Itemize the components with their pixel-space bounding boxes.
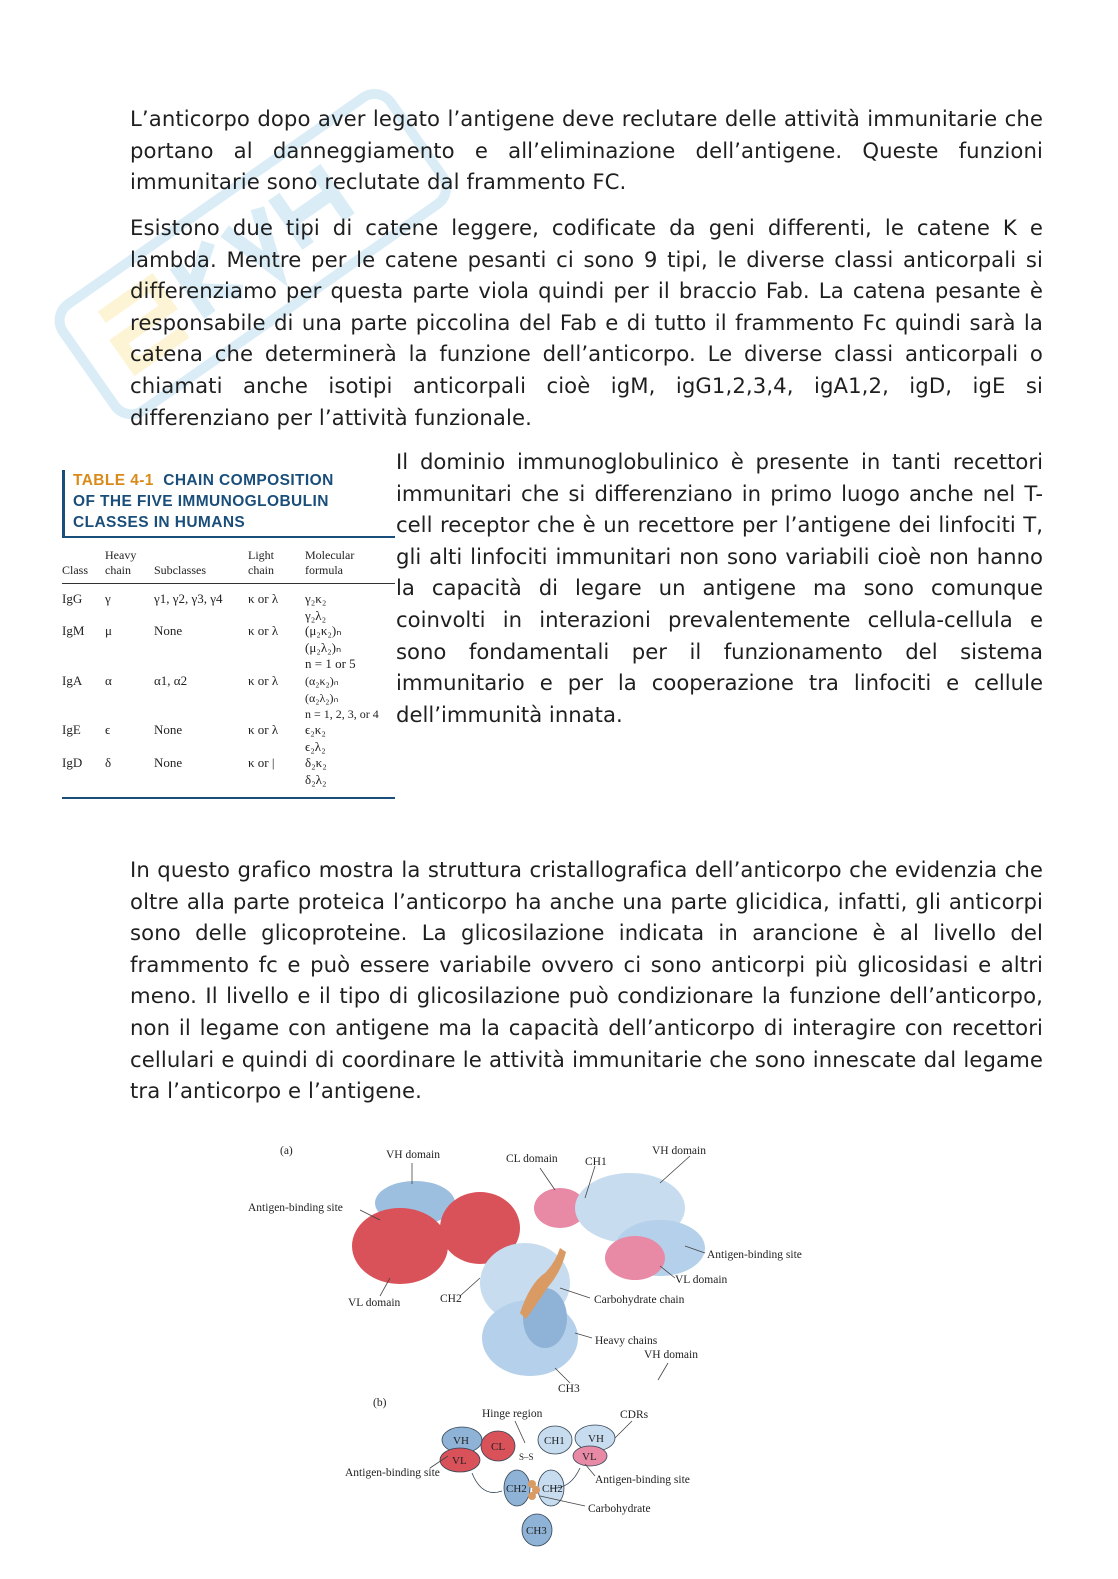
table-row-class: IgM: [62, 623, 85, 638]
label-carbohydrate-chain: Carbohydrate chain: [594, 1294, 685, 1306]
table-title: [62, 470, 395, 536]
label-heavy-chains: Heavy chains: [595, 1335, 658, 1347]
schematic-cl: CL: [491, 1441, 506, 1453]
table-row-formula: γ₂κ₂ γ₂λ₂: [305, 591, 327, 623]
label-cdrs: CDRs: [620, 1409, 649, 1421]
table-row-sub: None: [154, 722, 183, 737]
label-ch2: CH2: [440, 1293, 462, 1305]
header-formula-2: formula: [305, 563, 343, 577]
header-subclasses: Subclasses: [154, 563, 206, 577]
schematic-disulfide: S–S: [519, 1452, 534, 1462]
schematic-vl-left: VL: [452, 1455, 467, 1467]
table-row-heavy: γ: [105, 591, 111, 606]
schematic-ch2-left: CH2: [506, 1483, 527, 1495]
table-row-formula: (μ₂κ₂)ₙ (μ₂λ₂)ₙ n = 1 or 5: [305, 623, 356, 671]
table-row-sub: None: [154, 755, 183, 770]
header-heavy-1: Heavy: [105, 548, 137, 562]
table-row-formula: (α₂κ₂)ₙ (α₂λ₂)ₙ n = 1, 2, 3, or 4: [305, 674, 379, 721]
label-vl-domain-left: VL domain: [348, 1297, 401, 1309]
label-hinge-region: Hinge region: [482, 1408, 543, 1420]
header-light-1: Light: [248, 548, 274, 562]
header-formula-1: Molecular: [305, 548, 355, 562]
table-number: TABLE 4-1: [73, 472, 154, 489]
antibody-figure-svg: [240, 1138, 840, 1558]
table-row-class: IgA: [62, 673, 83, 688]
paragraph-glycosylation: In questo grafico mostra la struttura cristallografica dell’anticorpo che evidenzia che oltre alla parte proteica l’anticorpo ha anche una parte glicidica, infatti, gli anticorpi sono delle glicoproteine. La glicosilazione indicata in arancione è al livello del frammento fc e può essere variabile ovvero ci sono anticorpi più glicosidasi e altri meno. Il livello e il tipo di glicosilazione può condizionare la funzione dell’anticorpo, non il legame con antigene ma la capacità dell’anticorpo di interagire con recettori cellulari e quindi di coordinare le attività immunitarie che sono innescate dal legame tra l’anticorpo e l’antigene.: [130, 857, 1043, 1104]
paragraph-light-heavy-chains: Esistono due tipi di catene leggere, codificate da geni differenti, le catene K e lambda. Mentre per le catene pesanti ci sono 9 tipi, le diverse classi anticorpali si differenziamo per questa parte viola quindi per il braccio Fab. La catena pesante è responsabile di una parte piccolina del Fab e di tutto il frammento Fc quindi sarà la catena che determinerà la funzione dell’anticorpo. Le diverse classi anticorpali o chiamati anche isotipi anticorpali cioè igM, igG1,2,3,4, igA1,2, igD, igE si differenziano per l’attività funzionale.: [130, 215, 1043, 430]
header-light-2: chain: [248, 563, 274, 577]
table-row-light: κ or |: [248, 755, 275, 770]
label-vh-domain-left: VH domain: [386, 1149, 440, 1161]
schematic-vl-right: VL: [582, 1451, 597, 1463]
label-antigen-binding-site-left: Antigen-binding site: [248, 1202, 343, 1214]
table-row-sub: γ1, γ2, γ3, γ4: [154, 591, 223, 606]
table-row-class: IgE: [62, 722, 81, 737]
label-ch1: CH1: [585, 1156, 607, 1168]
label-antigen-binding-site-b-left: Antigen-binding site: [345, 1467, 440, 1479]
table-row-class: IgG: [62, 591, 83, 606]
table-row-sub: None: [154, 623, 183, 638]
antibody-structure-figure: [240, 1138, 840, 1558]
table-row-light: κ or λ: [248, 591, 279, 606]
schematic-ch3: CH3: [526, 1525, 547, 1537]
table-row-light: κ or λ: [248, 673, 279, 688]
paragraph-ig-domain: Il dominio immunoglobulinico è presente in tanti recettori immunitari che si differenziano in primo luogo anche nel T-cell receptor che è un recettore per l’antigene dei linfociti T, gli alti linfociti immunitari non sono variabili cioè non hanno la capacità di legare un antigene ma sono comunque coinvolti in interazioni prevalentemente cellula-cellula e sono fondamentali per il funzionamento del sistema immunitario e per la cooperazione tra linfociti e cellule dell’immunità innata.: [396, 449, 1043, 727]
schematic-vh-left: VH: [453, 1435, 469, 1447]
table-row-class: IgD: [62, 755, 83, 770]
chain-composition-table: [62, 470, 395, 787]
figure-label-b: (b): [373, 1397, 387, 1409]
label-cl-domain: CL domain: [506, 1153, 558, 1165]
paragraph-fc-recruitment: L’anticorpo dopo aver legato l’antigene deve reclutare delle attività immunitarie che portano al danneggiamento e all’eliminazione dell’antigene. Queste funzioni immunitarie sono reclutate dal frammento FC.: [130, 106, 1043, 195]
table-title-line3: CLASSES IN HUMANS: [73, 514, 246, 531]
table-row-light: κ or λ: [248, 722, 279, 737]
header-class: Class: [62, 563, 89, 577]
schematic-vh-right: VH: [588, 1433, 604, 1445]
schematic-ch1: CH1: [544, 1435, 565, 1447]
table-title-line2: OF THE FIVE IMMUNOGLOBULIN: [73, 493, 329, 510]
label-vl-domain-right: VL domain: [675, 1274, 728, 1286]
table-bottom-rule: [62, 797, 395, 799]
table-header-rule: [62, 583, 395, 584]
label-ch3: CH3: [558, 1383, 580, 1395]
header-heavy-2: chain: [105, 563, 131, 577]
table-row-heavy: δ: [105, 755, 112, 770]
table-row-light: κ or λ: [248, 623, 279, 638]
table-row-formula: ϵ₂κ₂ ϵ₂λ₂: [305, 722, 326, 754]
table-row-heavy: ϵ: [105, 722, 111, 737]
label-vh-domain-bottom: VH domain: [644, 1349, 698, 1361]
figure-label-a: (a): [280, 1145, 293, 1157]
table-top-rule: [62, 536, 395, 538]
schematic-ch2-right: CH2: [542, 1483, 563, 1495]
table-row-heavy: α: [105, 673, 112, 688]
label-carbohydrate: Carbohydrate: [588, 1503, 651, 1515]
table-title-line1: CHAIN COMPOSITION: [163, 472, 334, 489]
table-row-sub: α1, α2: [154, 673, 188, 688]
label-antigen-binding-site-right: Antigen-binding site: [707, 1249, 802, 1261]
label-vh-domain-right: VH domain: [652, 1145, 706, 1157]
table-row-formula: δ₂κ₂ δ₂λ₂: [305, 755, 327, 787]
table-row-heavy: μ: [105, 623, 112, 638]
label-antigen-binding-site-b-right: Antigen-binding site: [595, 1474, 690, 1486]
